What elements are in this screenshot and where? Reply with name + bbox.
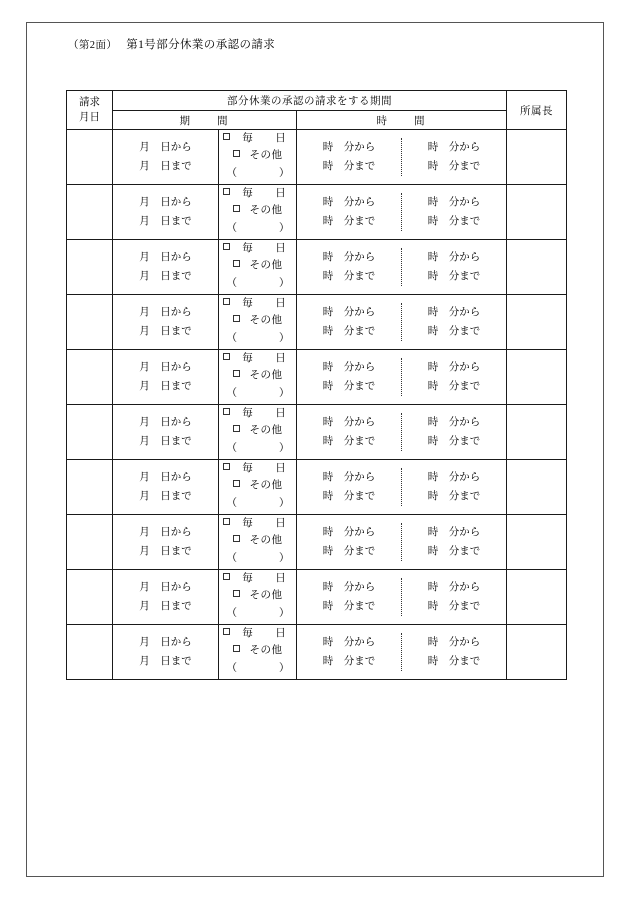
- time-range-first[interactable]: [297, 578, 402, 617]
- time-range-second[interactable]: [402, 578, 506, 617]
- time-split: [297, 570, 506, 624]
- cell-frequency: [219, 515, 297, 570]
- cell-request-date[interactable]: [67, 625, 113, 680]
- period-from-label: 月 日から: [139, 361, 192, 373]
- partial-leave-request-table: [66, 90, 567, 680]
- other-note-field[interactable]: （ ）: [226, 222, 290, 234]
- other-note-field[interactable]: （ ）: [226, 552, 290, 564]
- cell-request-date[interactable]: [67, 515, 113, 570]
- cell-supervisor-seal[interactable]: [507, 515, 567, 570]
- period-to-label: 月 日まで: [139, 546, 192, 557]
- time-range-first[interactable]: [297, 413, 402, 452]
- table-row: [67, 625, 567, 680]
- cell-frequency: [219, 570, 297, 625]
- time-range-first[interactable]: [297, 523, 402, 562]
- time-from-label: 時 分から: [427, 196, 481, 208]
- period-from-label: 月 日から: [139, 141, 192, 153]
- time-range-second[interactable]: [402, 248, 506, 287]
- time-range-first[interactable]: [297, 468, 402, 507]
- header-request-date-line2: 月日: [79, 112, 100, 123]
- period-from-label: 月 日から: [139, 471, 192, 483]
- header-period-group: 部分休業の承認の請求をする期間: [113, 91, 507, 111]
- other-note-field[interactable]: （ ）: [226, 387, 290, 399]
- time-from-label: 時 分から: [322, 416, 376, 428]
- cell-supervisor-seal[interactable]: [507, 405, 567, 460]
- cell-supervisor-seal[interactable]: [507, 350, 567, 405]
- cell-period[interactable]: [113, 240, 219, 295]
- form-title: 第1号部分休業の承認の請求: [126, 39, 276, 51]
- checkbox-label-other: その他: [249, 535, 283, 547]
- cell-time: [297, 130, 507, 185]
- time-to-label: 時 分まで: [322, 216, 376, 227]
- other-note-field[interactable]: （ ）: [226, 277, 290, 289]
- cell-time: [297, 625, 507, 680]
- period-to-label: 月 日まで: [139, 601, 192, 612]
- period-to-label: 月 日まで: [139, 656, 192, 667]
- time-to-label: 時 分まで: [427, 656, 481, 667]
- time-range-first[interactable]: [297, 303, 402, 342]
- checkbox-label-daily: 毎 日: [242, 573, 292, 585]
- table-row: [67, 185, 567, 240]
- checkbox-icon[interactable]: [223, 573, 230, 580]
- checkbox-label-other: その他: [249, 590, 283, 602]
- header-request-date-line1: 請求: [79, 96, 100, 108]
- checkbox-row-daily[interactable]: [219, 571, 296, 588]
- time-from-label: 時 分から: [322, 141, 376, 153]
- time-to-label: 時 分まで: [427, 271, 481, 282]
- time-range-second[interactable]: [402, 413, 506, 452]
- other-note-field[interactable]: （ ）: [226, 442, 290, 454]
- cell-frequency: [219, 295, 297, 350]
- table-row: [67, 295, 567, 350]
- cell-period[interactable]: [113, 295, 219, 350]
- checkbox-icon[interactable]: [223, 133, 230, 140]
- checkbox-row-other[interactable]: [219, 588, 296, 605]
- checkbox-row-daily[interactable]: [219, 626, 296, 643]
- cell-time: [297, 295, 507, 350]
- checkbox-row-other[interactable]: [219, 533, 296, 550]
- cell-time: [297, 570, 507, 625]
- time-range-first[interactable]: [297, 358, 402, 397]
- other-note-field[interactable]: （ ）: [226, 332, 290, 344]
- checkbox-label-daily: 毎 日: [242, 463, 292, 475]
- checkbox-icon[interactable]: [223, 518, 230, 525]
- checkbox-label-other: その他: [249, 370, 283, 382]
- cell-time: [297, 405, 507, 460]
- checkbox-icon[interactable]: [223, 188, 230, 195]
- period-to-label: 月 日まで: [139, 436, 192, 447]
- period-from-label: 月 日から: [139, 251, 192, 263]
- period-from-label: 月 日から: [139, 416, 192, 428]
- table-row: [67, 570, 567, 625]
- checkbox-label-daily: 毎 日: [242, 408, 292, 420]
- checkbox-icon[interactable]: [223, 408, 230, 415]
- cell-supervisor-seal[interactable]: [507, 570, 567, 625]
- period-to-label: 月 日まで: [139, 216, 192, 227]
- other-note-field[interactable]: （ ）: [226, 662, 290, 674]
- period-to-label: 月 日まで: [139, 491, 192, 502]
- cell-time: [297, 185, 507, 240]
- header-sub-time: 時 間: [297, 111, 507, 130]
- time-from-label: 時 分から: [322, 196, 376, 208]
- checkbox-row-other[interactable]: [219, 368, 296, 385]
- time-from-label: 時 分から: [427, 526, 481, 538]
- time-to-label: 時 分まで: [427, 546, 481, 557]
- time-range-second[interactable]: [402, 193, 506, 232]
- table-row: [67, 405, 567, 460]
- time-range-first[interactable]: [297, 248, 402, 287]
- period-from-label: 月 日から: [139, 306, 192, 318]
- checkbox-label-daily: 毎 日: [242, 188, 292, 200]
- table-body: [67, 130, 567, 680]
- page-label: （第2面）: [68, 40, 118, 51]
- time-to-label: 時 分まで: [427, 381, 481, 392]
- cell-supervisor-seal[interactable]: [507, 185, 567, 240]
- other-note-field[interactable]: （ ）: [226, 497, 290, 509]
- time-split: [297, 460, 506, 514]
- cell-request-date[interactable]: [67, 240, 113, 295]
- cell-period[interactable]: [113, 405, 219, 460]
- checkbox-label-daily: 毎 日: [242, 628, 292, 640]
- checkbox-label-daily: 毎 日: [242, 518, 292, 530]
- time-from-label: 時 分から: [322, 471, 376, 483]
- checkbox-icon[interactable]: [233, 590, 240, 597]
- checkbox-row-daily[interactable]: [219, 186, 296, 203]
- time-split: [297, 130, 506, 184]
- period-from-label: 月 日から: [139, 526, 192, 538]
- cell-request-date[interactable]: [67, 350, 113, 405]
- table-row: [67, 515, 567, 570]
- checkbox-icon[interactable]: [223, 463, 230, 470]
- cell-frequency: [219, 405, 297, 460]
- checkbox-icon[interactable]: [233, 645, 240, 652]
- checkbox-icon[interactable]: [233, 315, 240, 322]
- checkbox-row-other[interactable]: [219, 258, 296, 275]
- checkbox-label-other: その他: [249, 315, 283, 327]
- period-from-label: 月 日から: [139, 196, 192, 208]
- checkbox-icon[interactable]: [233, 205, 240, 212]
- time-from-label: 時 分から: [322, 251, 376, 263]
- header-supervisor: 所属長: [507, 91, 567, 130]
- time-range-second[interactable]: [402, 468, 506, 507]
- cell-period[interactable]: [113, 130, 219, 185]
- time-to-label: 時 分まで: [322, 326, 376, 337]
- checkbox-row-other[interactable]: [219, 203, 296, 220]
- checkbox-row-other[interactable]: [219, 148, 296, 165]
- cell-request-date[interactable]: [67, 130, 113, 185]
- checkbox-label-other: その他: [249, 425, 283, 437]
- cell-supervisor-seal[interactable]: [507, 460, 567, 515]
- time-to-label: 時 分まで: [322, 491, 376, 502]
- cell-period[interactable]: [113, 460, 219, 515]
- header-sub-period: 期 間: [113, 111, 297, 130]
- checkbox-icon[interactable]: [223, 628, 230, 635]
- time-to-label: 時 分まで: [322, 381, 376, 392]
- cell-supervisor-seal[interactable]: [507, 130, 567, 185]
- cell-period[interactable]: [113, 350, 219, 405]
- time-to-label: 時 分まで: [322, 436, 376, 447]
- checkbox-label-other: その他: [249, 150, 283, 162]
- table-header-row-1: [67, 91, 567, 111]
- checkbox-icon[interactable]: [223, 243, 230, 250]
- cell-time: [297, 515, 507, 570]
- time-range-second[interactable]: [402, 633, 506, 672]
- time-from-label: 時 分から: [427, 416, 481, 428]
- cell-frequency: [219, 130, 297, 185]
- other-note-field[interactable]: （ ）: [226, 607, 290, 619]
- time-range-second[interactable]: [402, 303, 506, 342]
- cell-time: [297, 240, 507, 295]
- time-to-label: 時 分まで: [322, 271, 376, 282]
- cell-frequency: [219, 625, 297, 680]
- time-to-label: 時 分まで: [427, 326, 481, 337]
- time-split: [297, 625, 506, 679]
- time-from-label: 時 分から: [427, 636, 481, 648]
- cell-request-date[interactable]: [67, 405, 113, 460]
- cell-request-date[interactable]: [67, 185, 113, 240]
- time-to-label: 時 分まで: [427, 216, 481, 227]
- checkbox-row-daily[interactable]: [219, 241, 296, 258]
- checkbox-row-daily[interactable]: [219, 296, 296, 313]
- time-to-label: 時 分まで: [427, 601, 481, 612]
- period-to-label: 月 日まで: [139, 381, 192, 392]
- checkbox-row-daily[interactable]: [219, 516, 296, 533]
- page-title: [68, 36, 275, 52]
- checkbox-label-daily: 毎 日: [242, 353, 292, 365]
- checkbox-label-daily: 毎 日: [242, 298, 292, 310]
- time-split: [297, 350, 506, 404]
- checkbox-row-other[interactable]: [219, 313, 296, 330]
- checkbox-icon[interactable]: [233, 425, 240, 432]
- time-from-label: 時 分から: [322, 361, 376, 373]
- time-to-label: 時 分まで: [427, 491, 481, 502]
- period-to-label: 月 日まで: [139, 326, 192, 337]
- cell-frequency: [219, 185, 297, 240]
- checkbox-label-daily: 毎 日: [242, 133, 292, 145]
- checkbox-icon[interactable]: [223, 298, 230, 305]
- time-from-label: 時 分から: [427, 251, 481, 263]
- time-range-second[interactable]: [402, 358, 506, 397]
- time-from-label: 時 分から: [322, 636, 376, 648]
- cell-request-date[interactable]: [67, 460, 113, 515]
- time-to-label: 時 分まで: [322, 161, 376, 172]
- time-range-second[interactable]: [402, 138, 506, 177]
- time-to-label: 時 分まで: [427, 161, 481, 172]
- period-to-label: 月 日まで: [139, 161, 192, 172]
- time-range-first[interactable]: [297, 193, 402, 232]
- time-from-label: 時 分から: [427, 141, 481, 153]
- period-to-label: 月 日まで: [139, 271, 192, 282]
- checkbox-icon[interactable]: [233, 480, 240, 487]
- table-header-row-2: [67, 111, 567, 130]
- time-split: [297, 185, 506, 239]
- header-request-date: [67, 91, 113, 130]
- cell-period[interactable]: [113, 625, 219, 680]
- checkbox-row-other[interactable]: [219, 643, 296, 660]
- time-split: [297, 405, 506, 459]
- cell-period[interactable]: [113, 570, 219, 625]
- checkbox-label-daily: 毎 日: [242, 243, 292, 255]
- checkbox-icon[interactable]: [233, 150, 240, 157]
- checkbox-icon[interactable]: [223, 353, 230, 360]
- cell-period[interactable]: [113, 515, 219, 570]
- checkbox-row-other[interactable]: [219, 478, 296, 495]
- time-split: [297, 295, 506, 349]
- checkbox-row-daily[interactable]: [219, 406, 296, 423]
- cell-period[interactable]: [113, 185, 219, 240]
- time-split: [297, 515, 506, 569]
- time-from-label: 時 分から: [427, 361, 481, 373]
- checkbox-icon[interactable]: [233, 535, 240, 542]
- cell-supervisor-seal[interactable]: [507, 240, 567, 295]
- cell-time: [297, 460, 507, 515]
- checkbox-label-other: その他: [249, 645, 283, 657]
- time-to-label: 時 分まで: [322, 601, 376, 612]
- period-from-label: 月 日から: [139, 636, 192, 648]
- cell-frequency: [219, 460, 297, 515]
- cell-request-date[interactable]: [67, 570, 113, 625]
- time-to-label: 時 分まで: [322, 546, 376, 557]
- checkbox-row-daily[interactable]: [219, 131, 296, 148]
- period-from-label: 月 日から: [139, 581, 192, 593]
- table-row: [67, 130, 567, 185]
- time-to-label: 時 分まで: [427, 436, 481, 447]
- cell-supervisor-seal[interactable]: [507, 295, 567, 350]
- other-note-field[interactable]: （ ）: [226, 167, 290, 179]
- table-row: [67, 460, 567, 515]
- time-to-label: 時 分まで: [322, 656, 376, 667]
- checkbox-label-other: その他: [249, 205, 283, 217]
- time-from-label: 時 分から: [427, 306, 481, 318]
- checkbox-label-other: その他: [249, 480, 283, 492]
- time-from-label: 時 分から: [427, 471, 481, 483]
- checkbox-row-other[interactable]: [219, 423, 296, 440]
- checkbox-row-daily[interactable]: [219, 461, 296, 478]
- cell-time: [297, 350, 507, 405]
- checkbox-icon[interactable]: [233, 260, 240, 267]
- checkbox-label-other: その他: [249, 260, 283, 272]
- table-row: [67, 350, 567, 405]
- time-range-second[interactable]: [402, 523, 506, 562]
- cell-request-date[interactable]: [67, 295, 113, 350]
- checkbox-icon[interactable]: [233, 370, 240, 377]
- cell-frequency: [219, 350, 297, 405]
- time-range-first[interactable]: [297, 138, 402, 177]
- time-from-label: 時 分から: [322, 306, 376, 318]
- time-from-label: 時 分から: [322, 526, 376, 538]
- time-range-first[interactable]: [297, 633, 402, 672]
- time-from-label: 時 分から: [322, 581, 376, 593]
- cell-frequency: [219, 240, 297, 295]
- time-from-label: 時 分から: [427, 581, 481, 593]
- time-split: [297, 240, 506, 294]
- checkbox-row-daily[interactable]: [219, 351, 296, 368]
- table-row: [67, 240, 567, 295]
- cell-supervisor-seal[interactable]: [507, 625, 567, 680]
